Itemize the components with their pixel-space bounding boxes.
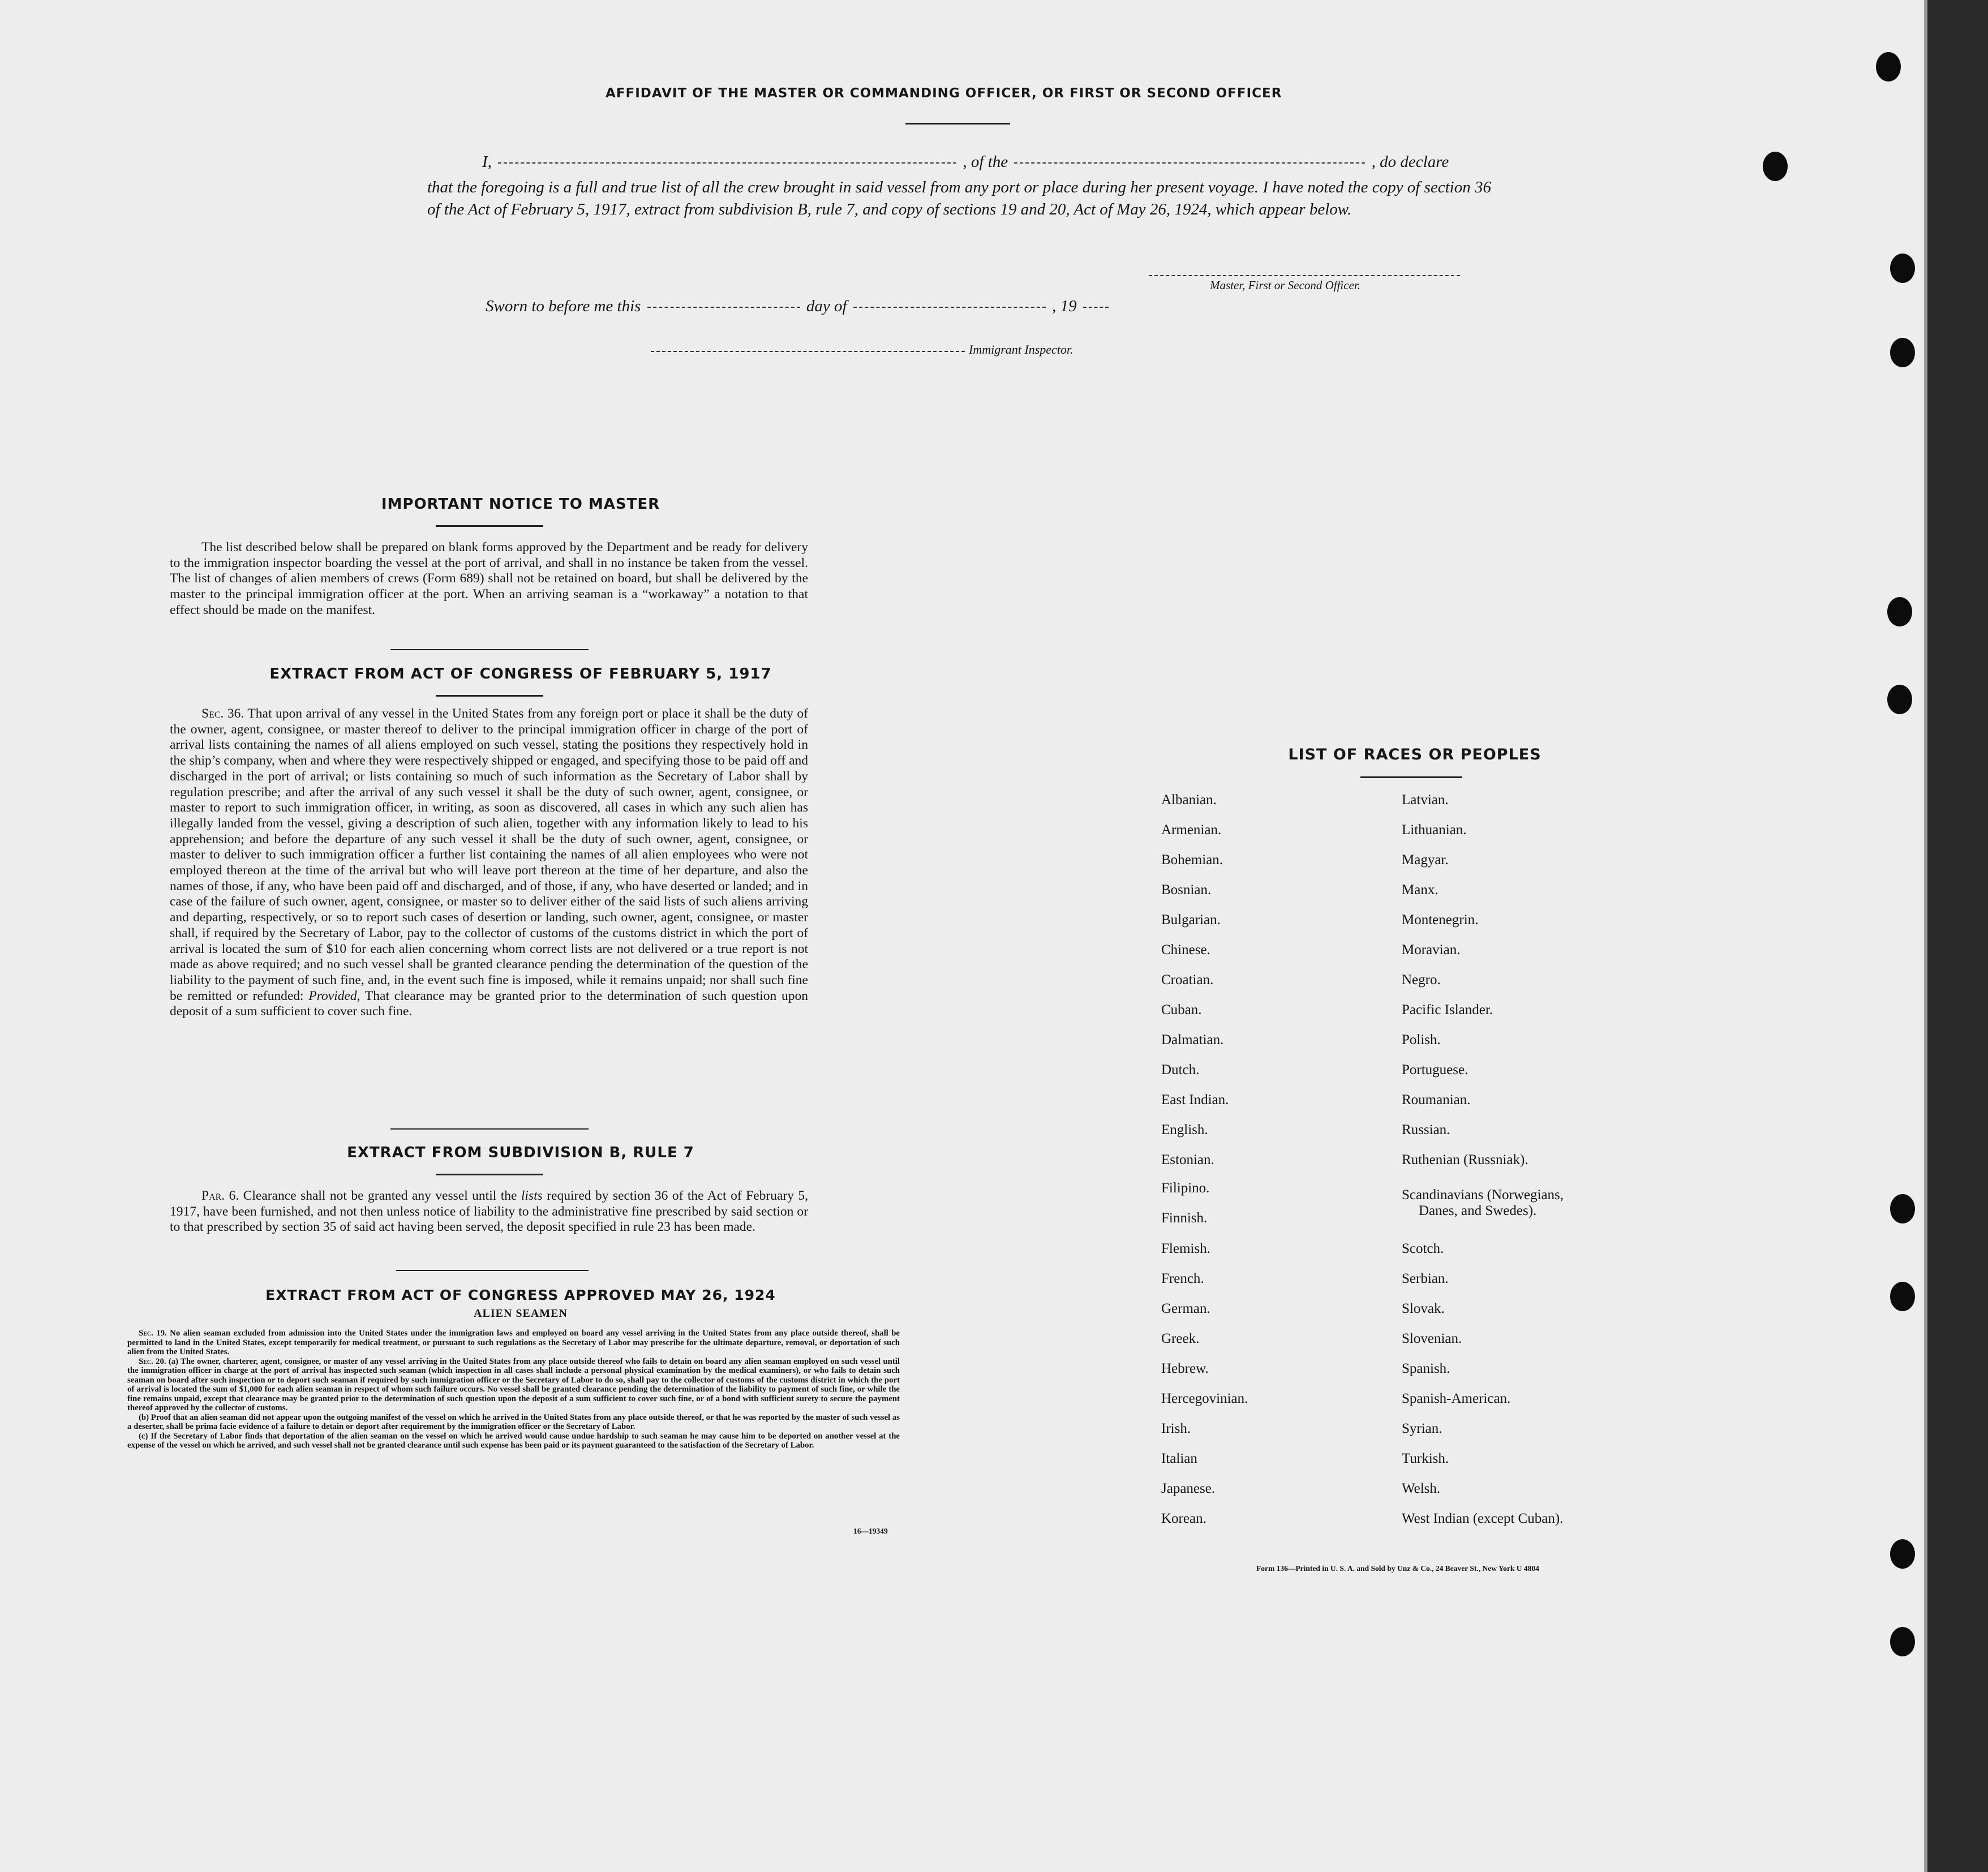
race-item: Scotch.	[1402, 1241, 1444, 1256]
master-signature-line[interactable]	[1149, 275, 1460, 276]
race-item: Turkish.	[1402, 1451, 1449, 1466]
name-blank[interactable]	[498, 162, 956, 164]
affidavit-title: AFFIDAVIT OF THE MASTER OR COMMANDING OFFICER, OR FIRST OR SECOND OFFICER	[606, 86, 1282, 101]
race-item: Lithuanian.	[1402, 822, 1467, 838]
punch-hole	[1876, 52, 1901, 81]
act-1924-title: EXTRACT FROM ACT OF CONGRESS APPROVED MAY 26, 1924	[265, 1287, 776, 1303]
sec-20c-text: (c) If the Secretary of Labor finds that deportation of the alien seaman on the vessel on which he arrived would cause undue hardship to such seaman he may cause him to be deported on another vessel at the expense of the vessel on which he arrived, and such vessel shall not be granted clearance until such expense has been paid or its payment guaranteed to the satisfaction of the Secretary of Labor.	[127, 1431, 900, 1450]
par-6-text-b: required by section 36 of the Act of February 5, 1917, have been furnished, and not then unless notice of liability to the administrative fine prescribed by said section or to that prescribed by section 35 of said act having been served, the deposit specified in rule 23 has been made.	[170, 1188, 809, 1235]
race-item: Albanian.	[1161, 792, 1217, 808]
day-of-label: day of	[806, 297, 847, 315]
sec-36-text: That upon arrival of any vessel in the United States from any foreign port or place it shall be the duty of the owner, agent, consignee, or master thereof to deliver to the principal immigration officer in charge of the port of arrival lists containing the names of all aliens employed on such vessel, stating the positions they respectively hold in the ship’s company, when and where they were respectively shipped or engaged, and specifying those to be paid off and discharged in the port of arrival; or lists containing so much of such information as the Secretary of Labor shall by regulation prescribe; and after the arrival of any such vessel it shall be the duty of such owner, agent, consignee, or master to report to such immigration officer, in writing, as soon as discovered, all cases in which any such alien has illegally landed from the vessel, giving a description of such alien, together with any information likely to lead to his apprehension; and before the departure of any such vessel it shall be the duty of such owner, agent, consignee, or master to deliver to such immigration officer a further list containing the names of all alien employees who were not employed thereon at the time of the arrival but who will leave port thereon at the time of her departure, and also the names of those, if any, who have been paid off and discharged, and of those, if any, who have deserted or landed; and in case of the failure of such owner, agent, consignee, or master so to deliver either of the said lists of such aliens arriving and departing, respectively, or so to report such cases of desertion or landing, such owner, agent, consignee, or master shall, if required by the Secretary of Labor, pay to the collector of customs of the customs district in which the port of arrival is located the sum of $10 for each alien concerning whom correct lists are not delivered or a true report is not made as above required; and no such vessel shall be granted clearance pending the determination of the question of the liability to the payment of such fine, and, in the event such fine is imposed, while it remains unpaid; nor shall such fine be remitted or refunded:	[170, 706, 809, 1003]
race-item: Pacific Islander.	[1402, 1002, 1493, 1017]
year-label: , 19	[1052, 297, 1077, 315]
sec-36-label: Sec. 36.	[201, 706, 244, 721]
notice-underline	[436, 525, 543, 527]
race-item: Dutch.	[1161, 1062, 1200, 1077]
i-label: I,	[482, 153, 492, 171]
rule-7-body	[170, 1188, 808, 1235]
race-item: Chinese.	[1161, 942, 1210, 958]
notice-body	[170, 540, 808, 619]
sec-20a-text: (a) The owner, charterer, agent, consignee, or master of any vessel arriving in the United States from any place outside thereof who fails to detain on board any alien seaman employed on such vessel until the immigration officer in charge at the port of arrival has inspected such seaman (which inspection in all cases shall include a personal physical examination by the medical examiners), or who fails to detain such seaman on board after such inspection or to deport such seaman if required by such immigration officer or the Secretary of Labor to do so, shall pay to the collector of customs of the customs district in which the port of arrival is located the sum of $1,000 for each alien seaman in respect of whom such failure occurs. No vessel shall be granted clearance pending the determination of the liability to payment of such fine, or while the fine remains unpaid, except that clearance may be granted prior to the determination of such question upon the deposit of a sum sufficient to cover such fine, or of a bond with sufficient surety to secure the payment thereof approved by the collector of customs.	[127, 1356, 900, 1412]
punch-hole	[1890, 1539, 1915, 1569]
act-1917-title: EXTRACT FROM ACT OF CONGRESS OF FEBRUARY 5, 1917	[269, 665, 772, 682]
race-item: Estonian.	[1161, 1152, 1214, 1167]
race-item: English.	[1161, 1122, 1208, 1137]
punch-hole	[1887, 685, 1912, 714]
race-item: East Indian.	[1161, 1092, 1229, 1107]
race-item: Danes, and Swedes).	[1419, 1203, 1537, 1218]
race-item: Roumanian.	[1402, 1092, 1471, 1107]
race-item: Magyar.	[1402, 852, 1449, 868]
race-item: Slovenian.	[1402, 1331, 1462, 1346]
inspector-caption: Immigrant Inspector.	[969, 342, 1074, 357]
declaration-line	[482, 153, 1449, 171]
form-note: Form 136—Printed in U. S. A. and Sold by Unz & Co., 24 Beaver St., New York U 4804	[1256, 1564, 1539, 1573]
race-item: Negro.	[1402, 972, 1441, 987]
punch-hole	[1890, 1194, 1915, 1223]
races-title: LIST OF RACES OR PEOPLES	[1288, 746, 1542, 763]
race-item: Serbian.	[1402, 1271, 1449, 1286]
sec-36-text-end: That clearance may be granted prior to the determination of such question upon deposit of a sum sufficient to cover such fine.	[170, 988, 809, 1019]
race-item: Irish.	[1161, 1421, 1191, 1436]
alien-seamen-subtitle: ALIEN SEAMEN	[474, 1307, 568, 1320]
race-item: Cuban.	[1161, 1002, 1202, 1017]
race-item: French.	[1161, 1271, 1204, 1286]
master-caption: Master, First or Second Officer.	[1210, 278, 1360, 292]
rule-7-title: EXTRACT FROM SUBDIVISION B, RULE 7	[347, 1144, 694, 1161]
race-item: Hercegovinian.	[1161, 1391, 1248, 1406]
race-item: Ruthenian (Russniak).	[1402, 1152, 1528, 1167]
sec-20b-text: (b) Proof that an alien seaman did not appear upon the outgoing manifest of the vessel on which he arrived in the United States from any place outside thereof, or that he was reported by the master of such vessel as a deserter, shall be prima facie evidence of a failure to detain or deport after requirement by the immigration officer or the Secretary of Labor.	[127, 1412, 900, 1431]
lists-word: lists	[521, 1188, 543, 1203]
race-item: Greek.	[1161, 1331, 1200, 1346]
race-item: German.	[1161, 1301, 1210, 1316]
race-item: Armenian.	[1161, 822, 1222, 838]
section-divider	[396, 1270, 589, 1271]
race-item: Polish.	[1402, 1032, 1441, 1047]
race-item: Portuguese.	[1402, 1062, 1469, 1077]
race-item: Japanese.	[1161, 1481, 1216, 1496]
year-blank[interactable]	[1083, 307, 1109, 308]
notice-title: IMPORTANT NOTICE TO MASTER	[381, 496, 660, 513]
race-item: Bohemian.	[1161, 852, 1223, 868]
punch-hole	[1890, 1282, 1915, 1311]
punch-hole	[1890, 1627, 1915, 1656]
race-item: Slovak.	[1402, 1301, 1445, 1316]
punch-hole	[1887, 597, 1912, 626]
race-item: Italian	[1161, 1451, 1197, 1466]
race-item: Korean.	[1161, 1511, 1206, 1526]
act-1924-body	[127, 1329, 900, 1450]
race-item: Hebrew.	[1161, 1361, 1209, 1376]
affidavit-body: that the foregoing is a full and true list of all the crew brought in said vessel from any port or place during her present voyage. I have noted the copy of section 36 of the Act of February 5, 1917, extract from subdivision B, rule 7, and copy of sections 19 and 20, Act of May 26, 1924, which appear below.	[427, 178, 1491, 218]
race-item: Spanish-American.	[1402, 1391, 1511, 1406]
race-item: Finnish.	[1161, 1210, 1208, 1226]
race-item: Welsh.	[1402, 1481, 1441, 1496]
race-item: Flemish.	[1161, 1241, 1210, 1256]
race-item: Bosnian.	[1161, 882, 1212, 898]
sworn-label: Sworn to before me this	[486, 297, 641, 315]
punch-hole	[1890, 254, 1915, 283]
par-6-text-a: Clearance shall not be granted any vessel until the	[243, 1188, 517, 1203]
of-the-label: , of the	[963, 153, 1008, 171]
race-item: Montenegrin.	[1402, 912, 1479, 928]
race-item: Dalmatian.	[1161, 1032, 1224, 1047]
punch-hole	[1763, 152, 1788, 181]
race-item: Latvian.	[1402, 792, 1449, 808]
race-item: Syrian.	[1402, 1421, 1442, 1436]
inspector-signature-line[interactable]	[651, 351, 965, 352]
act-1917-underline	[436, 695, 543, 697]
day-blank[interactable]	[647, 307, 800, 308]
month-blank[interactable]	[853, 307, 1046, 308]
race-item: Spanish.	[1402, 1361, 1450, 1376]
act-1917-body	[170, 706, 808, 1020]
race-item: Manx.	[1402, 882, 1439, 898]
do-declare-label: , do declare	[1371, 153, 1449, 171]
par-6-label: Par. 6.	[201, 1188, 239, 1203]
rule-7-underline	[436, 1174, 543, 1175]
race-item: Croatian.	[1161, 972, 1214, 987]
section-divider	[390, 649, 589, 650]
race-item: West Indian (except Cuban).	[1402, 1511, 1564, 1526]
races-underline	[1360, 776, 1462, 778]
vessel-blank[interactable]	[1014, 162, 1365, 164]
race-item: Filipino.	[1161, 1180, 1210, 1196]
race-item: Moravian.	[1402, 942, 1461, 958]
sec-19-text: No alien seaman excluded from admission into the United States under the immigration laws and employed on board any vessel arriving in the United States from any place outside thereof, shall be permitted to land in the United States, except temporarily for medical treatment, or pursuant to such regulations as the Secretary of Labor may prescribe for the ultimate departure, removal, or deportation of such alien from the United States.	[127, 1329, 900, 1356]
race-item: Russian.	[1402, 1122, 1450, 1137]
sec-20-label: Sec. 20.	[139, 1356, 166, 1366]
sworn-line	[486, 297, 1111, 316]
notice-text: The list described below shall be prepared on blank forms approved by the Department and be ready for delivery to the immigration inspector boarding the vessel at the port of arrival, and shall in no instance be taken from the vessel. The list of changes of alien members of crews (Form 689) shall not be retained on board, but shall be delivered by the master to the principal immigration officer at the port. When an arriving seaman is a “workaway” a notation to that effect should be made on the manifest.	[170, 540, 808, 617]
punch-hole	[1890, 338, 1915, 367]
print-code: 16—19349	[853, 1527, 888, 1535]
title-underline	[905, 123, 1010, 124]
provided-label: Provided,	[308, 988, 360, 1003]
sec-19-label: Sec. 19.	[139, 1329, 167, 1338]
race-item: Bulgarian.	[1161, 912, 1221, 928]
race-item: Scandinavians (Norwegians,	[1402, 1187, 1564, 1203]
section-divider	[390, 1128, 589, 1130]
